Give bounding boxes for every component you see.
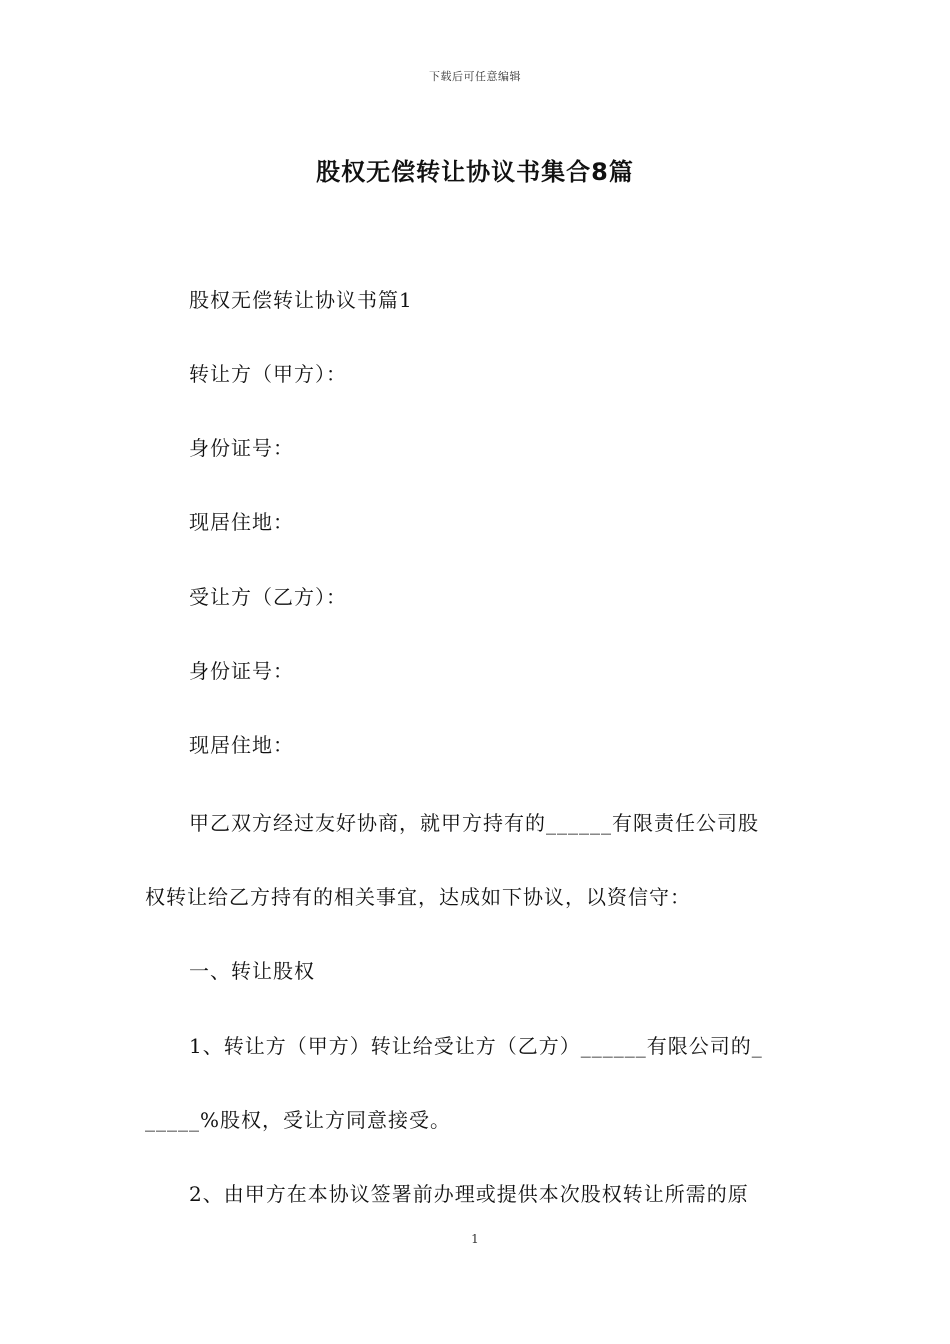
paragraph-line: 甲乙双方经过友好协商，就甲方持有的______有限责任公司股 (189, 811, 759, 835)
clause-line: _____%股权，受让方同意接受。 (145, 1108, 452, 1132)
page-number: 1 (471, 1232, 479, 1246)
clause-line: 2、由甲方在本协议签署前办理或提供本次股权转让所需的原 (189, 1182, 749, 1206)
header-note: 下载后可任意编辑 (429, 70, 521, 83)
section-heading: 股权无偿转让协议书篇1 (189, 288, 413, 312)
clause-heading: 一、转让股权 (189, 959, 315, 983)
id-number-label: 身份证号： (189, 659, 294, 683)
residence-label: 现居住地： (189, 510, 294, 534)
document-title: 股权无偿转让协议书集合8篇 (316, 158, 634, 186)
residence-label: 现居住地： (189, 733, 294, 757)
clause-line: 1、转让方（甲方）转让给受让方（乙方）______有限公司的_ (189, 1034, 763, 1058)
transferee-label: 受让方（乙方）： (189, 585, 347, 609)
id-number-label: 身份证号： (189, 436, 294, 460)
paragraph-line: 权转让给乙方持有的相关事宜，达成如下协议，以资信守： (145, 885, 691, 909)
transferor-label: 转让方（甲方）： (189, 362, 347, 386)
